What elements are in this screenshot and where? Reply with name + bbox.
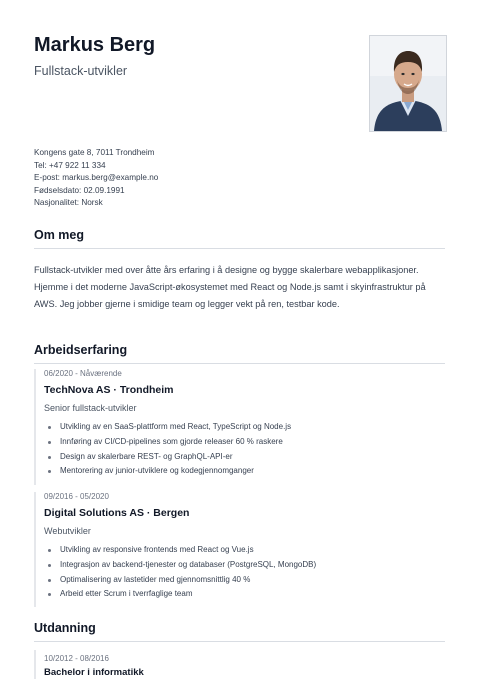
contact-address: Kongens gate 8, 7011 Trondheim [34, 148, 155, 157]
job-bullet: Utvikling av responsive frontends med React og Vue.js [44, 543, 316, 558]
job-role: Senior fullstack-utvikler [44, 403, 137, 413]
job-bullet: Design av skalerbare REST- og GraphQL-API-er [44, 450, 291, 465]
education-divider [34, 641, 445, 642]
about-text: Fullstack-utvikler med over åtte års erfaring i å designe og bygge skalerbare webapplikasjoner. Hjemme i det moderne JavaScript-økosystemet med React og Node.js samt i skyinfrastruktur på AWS. Jeg jobber gjerne i smidige team og legger vekt på ren, testbar kode. [34, 265, 426, 309]
contact-birthdate: Fødselsdato: 02.09.1991 [34, 185, 125, 195]
contact-info [34, 147, 158, 210]
job-date: 09/2016 - 05/2020 [44, 492, 109, 501]
education-date: 10/2012 - 08/2016 [44, 654, 109, 663]
job-bullet: Innføring av CI/CD-pipelines som gjorde releaser 60 % raskere [44, 435, 291, 450]
experience-divider [34, 363, 445, 364]
about-heading: Om meg [34, 228, 85, 242]
contact-email: E-post: markus.berg@example.no [34, 173, 159, 183]
candidate-name: Markus Berg [34, 34, 156, 56]
job-date: 06/2020 - Nåværende [44, 369, 122, 378]
job-bullet-list [44, 420, 291, 479]
job-bullet: Mentorering av junior-utviklere og kodegjennomganger [44, 464, 291, 479]
job-timeline-line [34, 369, 36, 485]
job-timeline-line [34, 492, 36, 607]
experience-heading: Arbeidserfaring [34, 343, 128, 357]
job-bullet-list [44, 543, 316, 602]
portrait-image [370, 36, 446, 131]
job-bullet: Optimalisering av lastetider med gjennomsnittlig 40 % [44, 573, 316, 588]
contact-phone: Tel: +47 922 11 334 [34, 160, 106, 170]
education-timeline-line [34, 650, 36, 679]
job-bullet: Arbeid etter Scrum i tverrfaglige team [44, 587, 316, 602]
about-divider [34, 248, 445, 249]
candidate-title: Fullstack-utvikler [34, 64, 128, 78]
job-company: TechNova AS · Trondheim [44, 384, 174, 396]
job-company: Digital Solutions AS · Bergen [44, 507, 190, 519]
job-role: Webutvikler [44, 526, 91, 536]
contact-nationality: Nasjonalitet: Norsk [34, 198, 103, 208]
profile-photo [369, 35, 447, 132]
job-bullet: Utvikling av en SaaS-plattform med React, TypeScript og Node.js [44, 420, 291, 435]
job-bullet: Integrasjon av backend-tjenester og databaser (PostgreSQL, MongoDB) [44, 558, 316, 573]
education-degree: Bachelor i informatikk [44, 667, 144, 678]
education-heading: Utdanning [34, 621, 96, 635]
